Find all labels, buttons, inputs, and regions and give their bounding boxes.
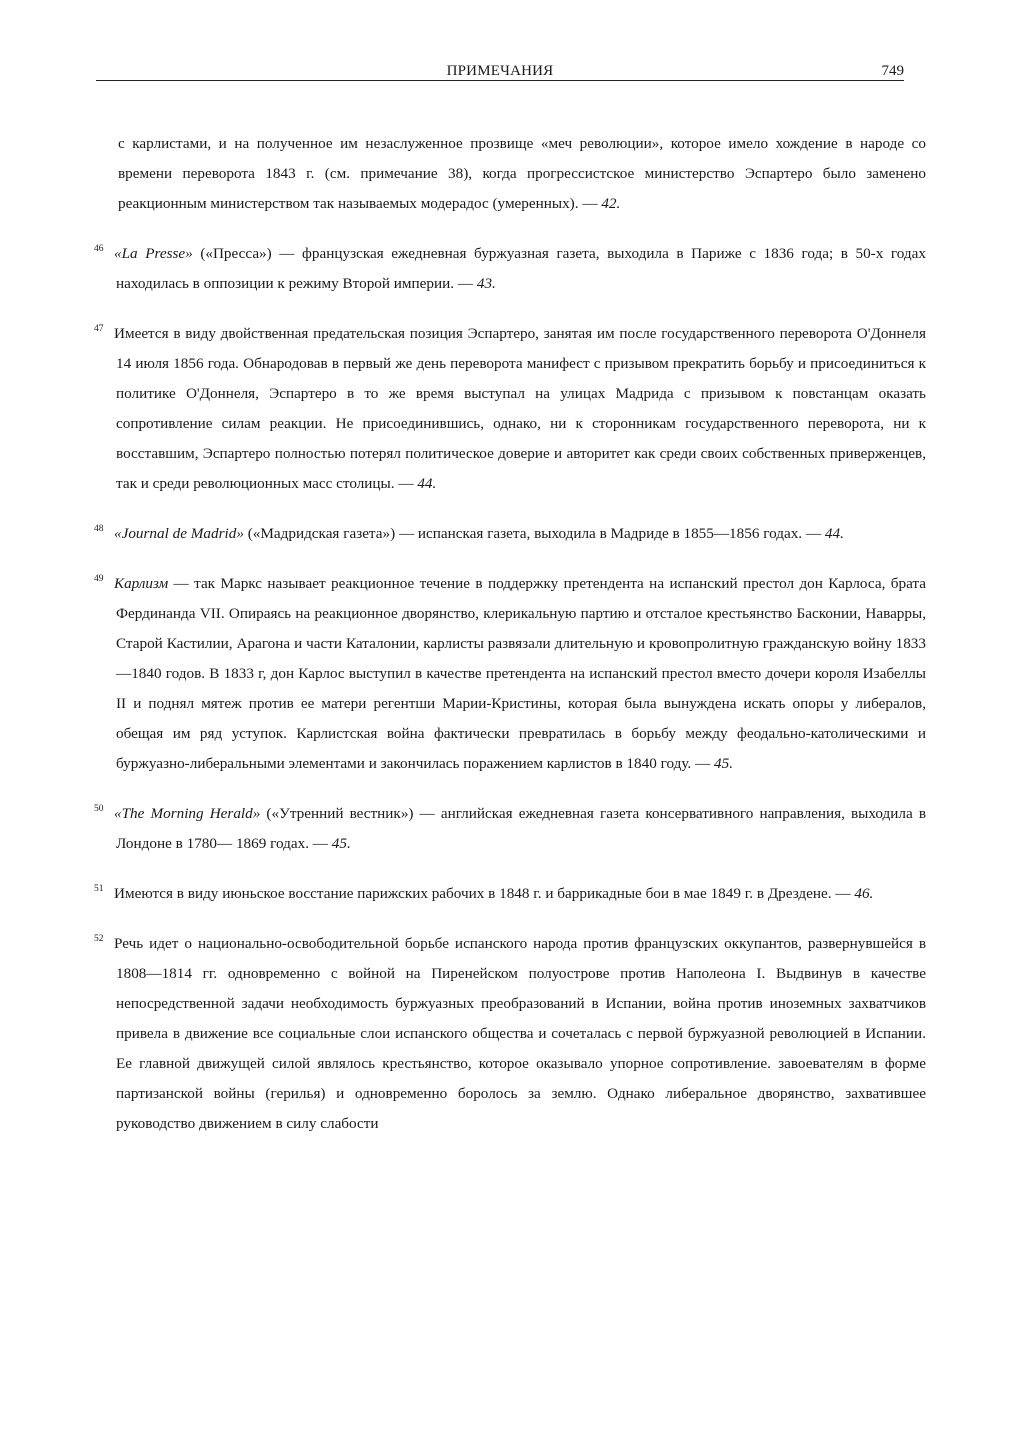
note-number: 50 [94, 804, 104, 814]
note-lead: «La Presse» [114, 245, 193, 262]
note-number: 46 [94, 244, 104, 254]
note-text: («Утренний вестник») — английская ежедневная газета консервативного направления, выходила в Лондоне в 1780— 1869 годах. — [116, 805, 926, 852]
note-text: Имеется в виду двойственная предательская позиция Эспартеро, занятая им после государственного переворота О'Доннеля 14 июля 1856 года. Обнародовав в первый же день переворота манифест с призывом прекратить борьбу и присоединиться к политике О'Доннеля, Эспартеро в то же время выступал на улицах Мадрида с призывом к повстанцам оказать сопротивление силам реакции. Не присоединившись, однако, ни к сторонникам государственного переворота, ни к восставшим, Эспартеро полностью потерял политическое доверие и авторитет как среди своих собственных приверженцев, так и среди революционных масс столицы. — [114, 325, 926, 492]
continuation-paragraph [96, 129, 926, 219]
notes-body [96, 129, 926, 1139]
note-ref: 46. [854, 885, 874, 902]
note-50 [96, 799, 926, 859]
page-number: 749 [881, 63, 904, 79]
continuation-text: с карлистами, и на полученное им незаслуженное прозвище «меч революции», которое имело хождение в народе со времени переворота 1843 г. (см. примечание 38), когда прогрессистское министерство Эспартеро было заменено реакционным министерством так называемых модерадос (умеренных). — [118, 135, 926, 212]
note-number: 47 [94, 324, 104, 334]
note-lead: «The Morning Herald» [114, 805, 261, 822]
note-text: («Мадридская газета») — испанская газета, выходила в Мадриде в 1855—1856 годах. — [243, 525, 825, 542]
note-47 [96, 319, 926, 499]
note-51 [96, 879, 926, 909]
note-text: Речь идет о национально-освободительной борьбе испанского народа против французских оккупантов, развернувшейся в 1808—1814 гг. одновременно с войной на Пиренейском полуострове против Наполеона I. Выдвинув в качестве непосредственной задачи необходимость буржуазных преобразований в Испании, война против иноземных захватчиков привела в движение все социальные слои испанского общества и сочеталась с первой буржуазной революцией в Испании. Ее главной движущей силой являлось крестьянство, которое оказывало упорное сопротивление. завоевателям в форме партизанской войны (герилья) и одновременно боролось за землю. Однако либеральное дворянство, захватившее руководство движением в силу слабости [114, 935, 926, 1132]
note-number: 52 [94, 934, 104, 944]
note-ref: 45. [714, 755, 733, 772]
note-number: 48 [94, 524, 104, 534]
page-header [96, 62, 904, 81]
note-46 [96, 239, 926, 299]
note-49 [96, 569, 926, 779]
note-ref: 45. [331, 835, 351, 852]
note-number: 49 [94, 574, 104, 584]
note-text: Имеются в виду июньское восстание парижских рабочих в 1848 г. и баррикадные бои в мае 1849 г. в Дрездене. — [114, 885, 855, 902]
running-title: ПРИМЕЧАНИЯ [446, 63, 554, 79]
note-lead: Карлизм [114, 575, 169, 592]
note-text: — так Маркс называет реакционное течение в поддержку претендента на испанский престол дон Карлоса, брата Фердинанда VII. Опираясь на реакционное дворянство, клерикальную партию и отсталое крестьянство Басконии, Наварры, Старой Кастилии, Арагона и части Каталонии, карлисты развязали длительную и кровопролитную гражданскую войну 1833—1840 годов. В 1833 г, дон Карлос выступил в качестве претендента на испанский престол вместо дочери короля Изабеллы II и поднял мятеж против ее матери регентши Марии-Кристины, которая была вынуждена искать опоры у либералов, обещая им ряд уступок. Карлистская война фактически превратилась в борьбу между феодально-католическими и буржуазно-либеральными элементами и закончилась поражением карлистов в 1840 году. — [116, 575, 926, 772]
note-number: 51 [94, 884, 104, 894]
note-text: («Пресса») — французская ежедневная буржуазная газета, выходила в Париже с 1836 года; в 50-х годах находилась в оппозиции к режиму Второй империи. — [116, 245, 926, 292]
note-lead: «Journal de Madrid» [114, 525, 244, 542]
note-48 [96, 519, 926, 549]
note-ref: 44. [417, 475, 437, 492]
continuation-ref: 42. [601, 195, 621, 212]
note-ref: 43. [476, 275, 496, 292]
note-52 [96, 929, 926, 1139]
note-ref: 44. [824, 525, 844, 542]
